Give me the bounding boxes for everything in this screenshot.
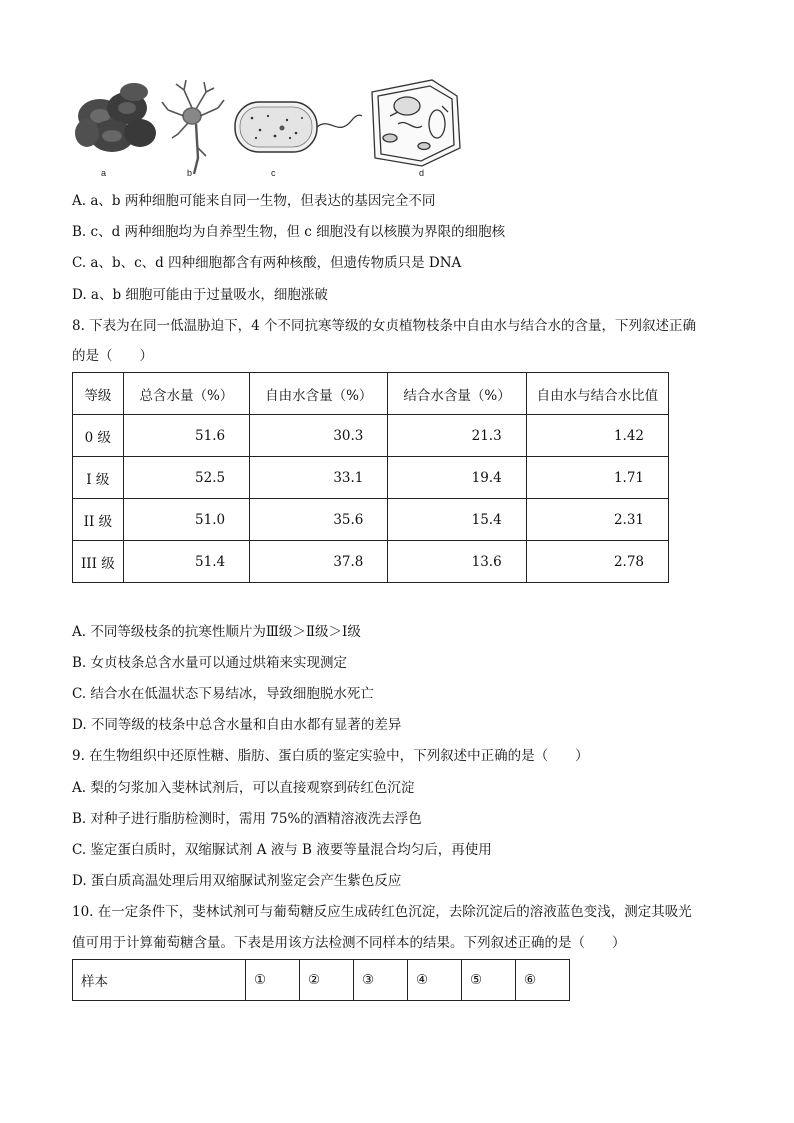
figure-label-a: a: [101, 168, 107, 178]
sample-table: [72, 959, 570, 1001]
table-row: [73, 499, 669, 541]
table-header-row: [73, 373, 669, 415]
grade-cell: I 级: [73, 457, 124, 499]
free-water-cell: 35.6: [250, 499, 388, 541]
q9-option-a: A. 梨的匀浆加入斐林试剂后，可以直接观察到砖红色沉淀: [72, 780, 415, 796]
header-cell: 等级: [73, 373, 124, 415]
q10-stem-line2: 值可用于计算葡萄糖含量。下表是用该方法检测不同样本的结果。下列叙述正确的是（ ）: [72, 935, 626, 951]
q9-stem: 9. 在生物组织中还原性糖、脂肪、蛋白质的鉴定实验中，下列叙述中正确的是（ ）: [72, 748, 589, 764]
water-content-table: [72, 372, 669, 583]
q9-option-d: D. 蛋白质高温处理后用双缩脲试剂鉴定会产生紫色反应: [72, 873, 402, 889]
bacterium-image: [235, 102, 362, 152]
bound-water-cell: 19.4: [388, 457, 526, 499]
table-row: [73, 457, 669, 499]
cell-figure: [72, 78, 472, 178]
grade-cell: II 级: [73, 499, 124, 541]
grade-cell: 0 级: [73, 415, 124, 457]
sample-cell: ⑥: [516, 960, 570, 1001]
bound-water-cell: 13.6: [388, 541, 526, 583]
red-blood-cells-image: [75, 83, 156, 152]
free-water-cell: 37.8: [250, 541, 388, 583]
figure-label-b: b: [187, 168, 193, 178]
q8-option-d: D. 不同等级的枝条中总含水量和自由水都有显著的差异: [72, 717, 402, 733]
q7-option-b: B. c、d 两种细胞均为自养型生物，但 c 细胞没有以核膜为界限的细胞核: [72, 224, 506, 240]
q8-option-a: A. 不同等级枝条的抗寒性顺片为Ⅲ级＞Ⅱ级＞Ⅰ级: [72, 624, 361, 640]
q9-option-c: C. 鉴定蛋白质时，双缩脲试剂 A 液与 B 液要等量混合均匀后，再使用: [72, 842, 492, 858]
sample-label-cell: 样本: [73, 960, 246, 1001]
grade-cell: III 级: [73, 541, 124, 583]
bound-water-cell: 15.4: [388, 499, 526, 541]
total-water-cell: 51.4: [123, 541, 249, 583]
q8-option-c: C. 结合水在低温状态下易结冰，导致细胞脱水死亡: [72, 686, 374, 702]
q7-option-d: D. a、b 细胞可能由于过量吸水，细胞涨破: [72, 287, 328, 303]
ratio-cell: 2.31: [526, 499, 668, 541]
figure-label-d: d: [419, 168, 425, 178]
table-row: [73, 415, 669, 457]
ratio-cell: 2.78: [526, 541, 668, 583]
total-water-cell: 51.0: [123, 499, 249, 541]
sample-cell: ②: [300, 960, 354, 1001]
q7-option-a: A. a、b 两种细胞可能来自同一生物，但表达的基因完全不同: [72, 193, 436, 209]
sample-cell: ①: [246, 960, 300, 1001]
figure-label-c: c: [271, 168, 276, 178]
header-cell: 自由水含量（%）: [250, 373, 388, 415]
bound-water-cell: 21.3: [388, 415, 526, 457]
sample-cell: ③: [354, 960, 408, 1001]
sample-cell: ④: [408, 960, 462, 1001]
cell-images: [72, 78, 472, 178]
total-water-cell: 52.5: [123, 457, 249, 499]
q9-option-b: B. 对种子进行脂肪检测时，需用 75%的酒精溶液洗去浮色: [72, 811, 422, 827]
plant-cell-image: [372, 80, 460, 166]
q8-option-b: B. 女贞枝条总含水量可以通过烘箱来实现测定: [72, 655, 348, 671]
neuron-image: [162, 80, 224, 174]
header-cell: 结合水含量（%）: [388, 373, 526, 415]
q7-option-c: C. a、b、c、d 四种细胞都含有两种核酸，但遗传物质只是 DNA: [72, 255, 462, 271]
ratio-cell: 1.71: [526, 457, 668, 499]
q8-stem-line1: 8. 下表为在同一低温胁迫下，4 个不同抗寒等级的女贞植物枝条中自由水与结合水的含量，下列叙述正确: [72, 318, 697, 334]
table-row: [73, 541, 669, 583]
header-cell: 自由水与结合水比值: [526, 373, 668, 415]
sample-cell: ⑤: [462, 960, 516, 1001]
q10-stem-line1: 10. 在一定条件下，斐林试剂可与葡萄糖反应生成砖红色沉淀，去除沉淀后的溶液蓝色变浅，测定其吸光: [72, 904, 692, 920]
free-water-cell: 33.1: [250, 457, 388, 499]
header-cell: 总含水量（%）: [123, 373, 249, 415]
total-water-cell: 51.6: [123, 415, 249, 457]
table-row: [73, 960, 570, 1001]
q8-stem-line2: 的是（ ）: [72, 348, 153, 364]
free-water-cell: 30.3: [250, 415, 388, 457]
ratio-cell: 1.42: [526, 415, 668, 457]
